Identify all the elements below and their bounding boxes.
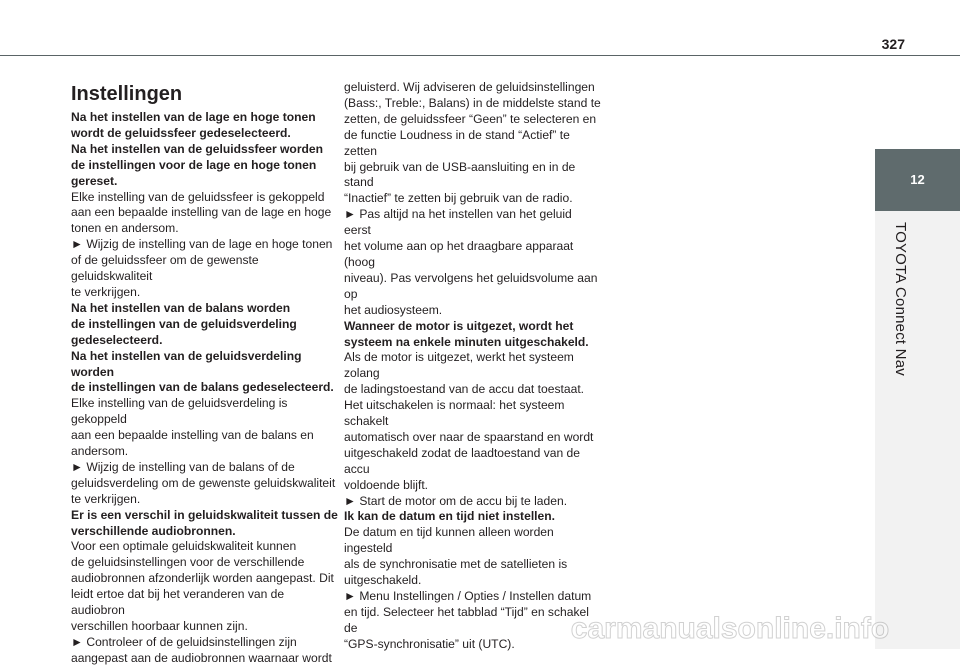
chapter-band — [875, 211, 960, 649]
watermark-text: carmanualsonline.info — [570, 612, 890, 645]
paragraph: Elke instelling van de geluidssfeer is gekoppeld aan een bepaalde instelling van de lage en hoge tonen en andersom. — [71, 189, 332, 236]
question-heading: Na het instellen van de lage en hoge tonen wordt de geluidssfeer gedeselecteerd. — [71, 110, 316, 140]
question-heading: Ik kan de datum en tijd niet instellen. — [344, 509, 556, 524]
chapter-title: TOYOTA Connect Nav — [892, 222, 909, 376]
left-column-body — [71, 110, 339, 667]
right-column — [344, 80, 602, 653]
paragraph: Voor een optimale geluidskwaliteit kunnen de geluidsinstellingen voor de verschillende audiobronnen afzonderlijk worden aangepast. Dit leidt ertoe dat bij het veranderen van de audiobron verschillen hoorbaar kunnen zijn. — [71, 539, 334, 633]
question-heading: Na het instellen van de balans worden de instellingen van de geluidsverdeling gedeselecteerd. — [71, 300, 297, 347]
question-heading: Er is een verschil in geluidskwaliteit tussen de verschillende audiobronnen. — [71, 507, 338, 538]
paragraph: ► Wijzig de instelling van de balans of de geluidsverdeling om de gewenste geluidskwaliteit te verkrijgen. — [71, 459, 336, 506]
paragraph: ► Start de motor om de accu bij te laden. — [344, 493, 568, 508]
question-heading: Na het instellen van de geluidssfeer worden de instellingen voor de lage en hoge tonen gereset. — [71, 141, 324, 188]
watermark-logo — [510, 608, 950, 648]
paragraph: ► Menu Instellingen / Opties / Instellen datum en tijd. Selecteer het tabblad “Tijd” en schakel de “GPS-synchronisatie” uit (UTC). — [344, 589, 592, 651]
question-heading: Wanneer de motor is uitgezet, wordt het systeem na enkele minuten uitgeschakeld. — [344, 318, 589, 349]
chapter-tab — [875, 149, 960, 211]
paragraph: Elke instelling van de geluidsverdeling is gekoppeld aan een bepaalde instelling van de balans en andersom. — [71, 396, 314, 459]
paragraph: ► Pas altijd na het instellen van het geluid eerst het volume aan op het draagbare apparaat (hoog niveau). Pas vervolgens het geluidsvolume aan op het audiosysteem. — [344, 207, 598, 317]
left-column — [71, 82, 339, 667]
paragraph: Als de motor is uitgezet, werkt het systeem zolang de ladingstoestand van de accu dat toestaat. — [344, 350, 585, 397]
right-column-body — [344, 80, 602, 653]
paragraph: ► Wijzig de instelling van de lage en hoge tonen of de geluidssfeer om de gewenste geluidskwaliteit te verkrijgen. — [71, 237, 333, 299]
section-title: Instellingen — [71, 83, 183, 105]
paragraph: ► Controleer of de geluidsinstellingen zijn aangepast aan de audiobronnen waarnaar wordt — [71, 634, 332, 665]
paragraph: Het uitschakelen is normaal: het systeem schakelt automatisch over naar de spaarstand en wordt uitgeschakeld zodat de laadtoestand van de accu voldoende blijft. — [344, 398, 594, 492]
question-heading: Na het instellen van de geluidsverdeling worden de instellingen van de balans gedeselecteerd. — [71, 348, 334, 395]
paragraph: De datum en tijd kunnen alleen worden ingesteld als de synchronisatie met de satellieten is uitgeschakeld. — [344, 525, 568, 588]
paragraph: geluisterd. Wij adviseren de geluidsinstellingen (Bass:, Treble:, Balans) in de middelste stand te zetten, de geluidssfeer “Geen” te selecteren en de functie Loudness in de stand “Actief” te zetten bij gebruik van de USB-aansluiting en in de stand “Inactief” te zetten bij gebruik van de radio. — [344, 80, 601, 206]
page-number: 327 — [881, 36, 905, 52]
header-rule — [0, 55, 960, 56]
chapter-number: 12 — [910, 172, 925, 187]
